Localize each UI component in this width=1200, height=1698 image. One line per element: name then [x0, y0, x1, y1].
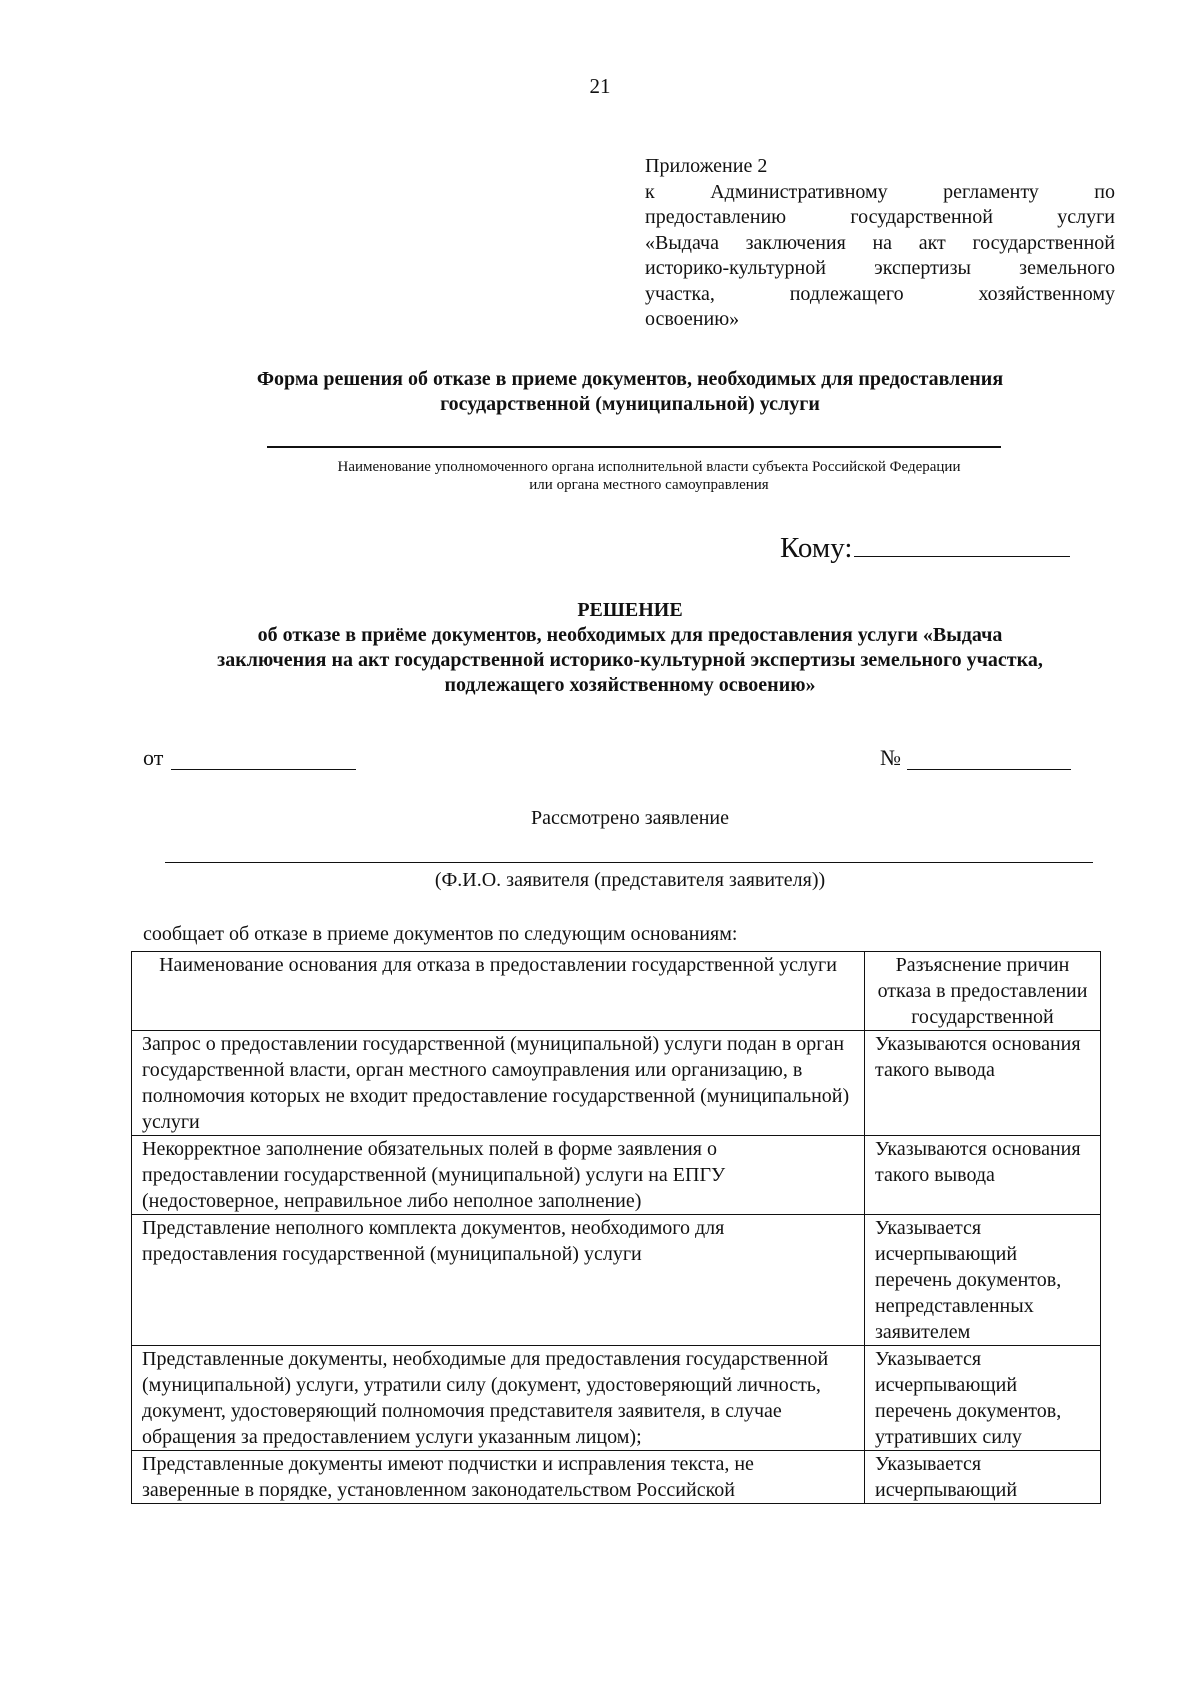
appendix-line: участка, подлежащего хозяйственному — [645, 282, 1115, 305]
header-reason: Наименование основания для отказа в предоставлении государственной услуги — [132, 952, 865, 1031]
explanation-cell: Указываются основания такого вывода — [865, 1031, 1101, 1136]
reason-cell: Представленные документы имеют подчистки и исправления текста, не заверенные в порядке, установленном законодательством Российской — [132, 1451, 865, 1504]
table-row — [132, 1031, 1101, 1136]
date-blank-line — [171, 769, 356, 770]
number-blank-line — [907, 769, 1071, 770]
recipient-label: Кому: — [780, 532, 853, 564]
date-label: от — [143, 745, 164, 770]
explanation-cell: Указывается исчерпывающий перечень документов, утративших силу — [865, 1346, 1101, 1451]
org-name-blank-line — [267, 446, 1001, 448]
number-label: № — [880, 745, 901, 770]
org-caption — [0, 458, 1200, 494]
org-caption-line: Наименование уполномоченного органа исполнительной власти субъекта Российской Федерации — [337, 459, 961, 475]
reason-cell: Представленные документы, необходимые для предоставления государственной (муниципальной) услуги, утратили силу (документ, удостоверяющий личность, документ, удостоверяющий полномочия представителя заявителя, в случае обращения за предоставлением услуги указанным лицом); — [132, 1346, 865, 1451]
intro-text: сообщает об отказе в приеме документов по следующим основаниям: — [143, 923, 738, 945]
appendix-title: Приложение 2 — [645, 155, 768, 177]
table-row — [132, 1451, 1101, 1504]
decision-subtitle-line: заключения на акт государственной историко-культурной экспертизы земельного участка, — [217, 649, 1043, 671]
decision-title — [0, 598, 1200, 698]
appendix-line: освоению» — [645, 308, 740, 330]
table-row — [132, 1136, 1101, 1215]
form-title-line: государственной (муниципальной) услуги — [440, 393, 820, 415]
appendix-line: «Выдача заключения на акт государственной — [645, 231, 1115, 254]
considered-label: Рассмотрено заявление — [530, 807, 729, 829]
appendix-line: историко-культурной экспертизы земельного — [645, 257, 1115, 279]
recipient-blank-line — [854, 530, 1070, 557]
appendix-line: предоставлению государственной услуги — [645, 206, 1115, 228]
decision-subtitle-line: об отказе в приёме документов, необходимых для предоставления услуги «Выдача — [257, 624, 1003, 646]
reason-cell: Представление неполного комплекта документов, необходимого для предоставления государственной (муниципальной) услуги — [132, 1215, 865, 1346]
org-caption-line: или органа местного самоуправления — [529, 477, 769, 493]
decision-subtitle-line: подлежащего хозяйственному освоению» — [444, 674, 816, 696]
decision-heading: РЕШЕНИЕ — [577, 599, 683, 621]
refusal-reasons-table — [131, 951, 1101, 1504]
form-title — [0, 367, 1200, 417]
header-explanation: Разъяснение причин отказа в предоставлении государственной — [865, 952, 1101, 1031]
table-row — [132, 1346, 1101, 1451]
table-header-row — [132, 952, 1101, 1031]
explanation-cell: Указываются основания такого вывода — [865, 1136, 1101, 1215]
table-row — [132, 1215, 1101, 1346]
reason-cell: Некорректное заполнение обязательных полей в форме заявления о предоставлении государственной (муниципальной) услуги на ЕПГУ (недостоверное, неправильное либо неполное заполнение) — [132, 1136, 865, 1215]
reason-cell: Запрос о предоставлении государственной (муниципальной) услуги подан в орган государственной власти, орган местного самоуправления или организацию, в полномочия которых не входит предоставление государственной (муниципальной) услуги — [132, 1031, 865, 1136]
applicant-caption: (Ф.И.О. заявителя (представителя заявителя)) — [434, 869, 826, 891]
recipient-field — [780, 530, 1070, 565]
applicant-blank-line — [165, 862, 1093, 863]
explanation-cell: Указывается исчерпывающий перечень документов, непредставленных заявителем — [865, 1215, 1101, 1346]
explanation-cell: Указывается исчерпывающий — [865, 1451, 1101, 1504]
page-number: 21 — [589, 74, 611, 98]
appendix-line: к Административному регламенту по — [645, 180, 1115, 203]
appendix-block — [645, 154, 1115, 333]
form-title-line: Форма решения об отказе в приеме документов, необходимых для предоставления — [256, 368, 1004, 390]
